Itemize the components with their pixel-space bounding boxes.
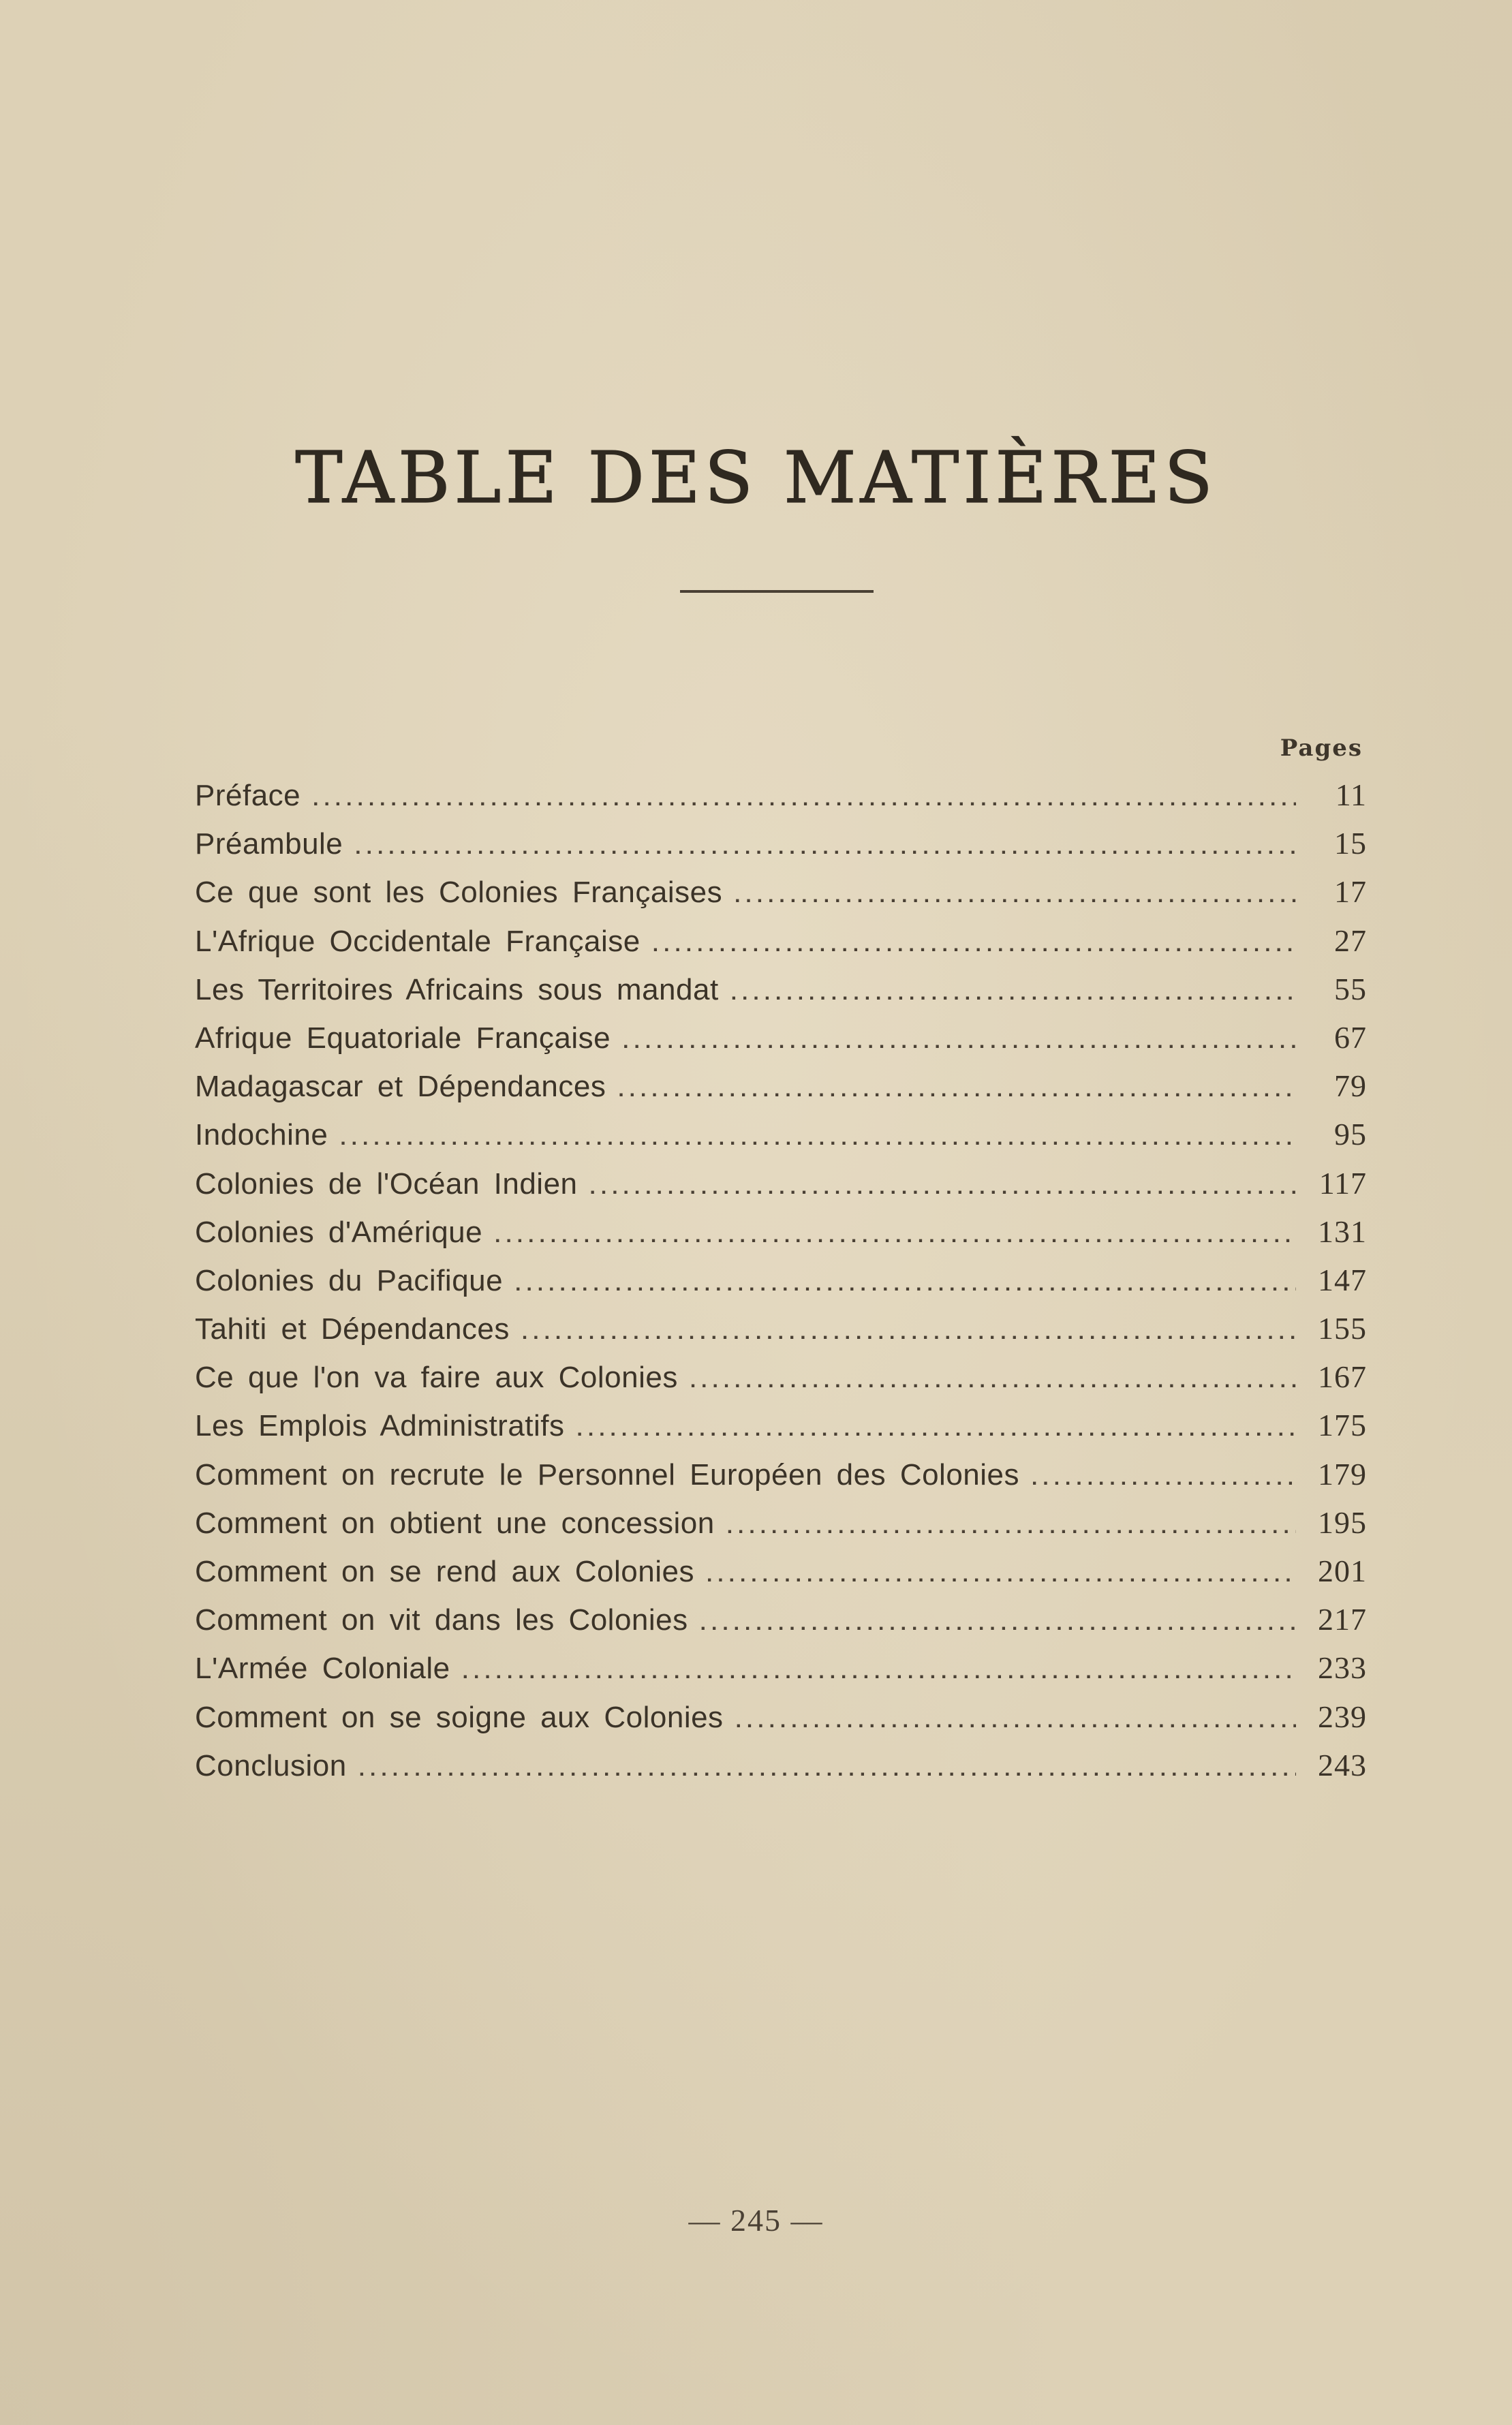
dot-leader (690, 1370, 1296, 1393)
title-rule (680, 590, 874, 593)
dot-leader (577, 1418, 1296, 1441)
toc-entry-page: 217 (1318, 1602, 1367, 1637)
toc-entry (195, 1456, 1367, 1504)
toc-entry-label: Ce que sont les Colonies Françaises (195, 876, 723, 910)
toc-entry-page: 179 (1318, 1456, 1367, 1492)
dot-leader (707, 1564, 1296, 1587)
dot-leader (653, 933, 1296, 957)
dot-leader (359, 1758, 1296, 1781)
toc-entry-page: 11 (1335, 777, 1367, 812)
toc-entry-label: Les Emplois Administratifs (195, 1409, 565, 1443)
toc-entry (195, 1699, 1367, 1747)
toc-entry-page: 131 (1318, 1214, 1367, 1249)
toc-entry (195, 1504, 1367, 1553)
toc-entry-page: 155 (1318, 1311, 1367, 1346)
toc-entry-page: 175 (1318, 1408, 1367, 1443)
toc-entry-page: 147 (1318, 1262, 1367, 1297)
dot-leader (515, 1273, 1296, 1296)
toc-entry (195, 923, 1367, 971)
toc-entry-label: Tahiti et Dépendances (195, 1312, 510, 1346)
dot-leader (731, 982, 1296, 1005)
toc-entry-page: 117 (1318, 1165, 1367, 1201)
toc-entry (195, 1553, 1367, 1601)
toc-entry-label: Comment on vit dans les Colonies (195, 1603, 688, 1637)
dot-leader (1032, 1467, 1296, 1490)
toc-entry-label: Afrique Equatoriale Française (195, 1021, 611, 1055)
toc-entry-label: L'Afrique Occidentale Française (195, 924, 641, 958)
toc-entry-label: Préambule (195, 827, 343, 861)
toc-entry-label: Madagascar et Dépendances (195, 1070, 606, 1104)
toc-entry-page: 95 (1334, 1117, 1367, 1152)
toc-entry (195, 825, 1367, 874)
dot-leader (727, 1515, 1296, 1539)
toc-entry-page: 17 (1334, 874, 1367, 910)
toc-entry-page: 233 (1318, 1650, 1367, 1686)
dot-leader (522, 1321, 1296, 1344)
toc-entry (195, 777, 1367, 825)
toc-entry-label: Comment on recrute le Personnel Européen des Colonies (195, 1457, 1020, 1492)
dot-leader (623, 1030, 1296, 1053)
toc-entry-label: L'Armée Coloniale (195, 1652, 450, 1686)
dot-leader (355, 836, 1296, 859)
toc-entry-page: 67 (1334, 1019, 1367, 1055)
toc-entry-label: Préface (195, 779, 301, 812)
toc-entry (195, 1068, 1367, 1116)
toc-entry-page: 15 (1334, 826, 1367, 861)
toc-entry-page: 243 (1318, 1747, 1367, 1782)
toc-entry-page: 195 (1318, 1504, 1367, 1540)
toc-entry-page: 55 (1334, 971, 1367, 1006)
toc-entry-page: 27 (1334, 923, 1367, 958)
toc-entry (195, 1650, 1367, 1698)
toc-entry (195, 1214, 1367, 1262)
toc-entry-label: Comment on se soigne aux Colonies (195, 1700, 724, 1734)
pages-column-header: Pages (1280, 735, 1363, 762)
toc-entry (195, 971, 1367, 1019)
toc-entry-label: Colonies du Pacifique (195, 1263, 504, 1297)
toc-entry-label: Colonies de l'Océan Indien (195, 1167, 578, 1201)
toc-entry (195, 1407, 1367, 1455)
toc-entry-page: 201 (1318, 1554, 1367, 1588)
toc-entry (195, 1310, 1367, 1359)
toc-entry (195, 1019, 1367, 1068)
toc-entry (195, 1116, 1367, 1164)
toc-entry-label: Colonies d'Amérique (195, 1215, 483, 1249)
toc-entry-label: Conclusion (195, 1748, 347, 1782)
dot-leader (700, 1612, 1296, 1635)
page-title: TABLE DES MATIÈRES (295, 436, 1217, 519)
dot-leader (340, 1127, 1296, 1150)
toc-entry-label: Indochine (195, 1118, 328, 1152)
toc-entry-label: Comment on obtient une concession (195, 1506, 715, 1540)
dot-leader (463, 1661, 1296, 1684)
toc-entry-page: 79 (1334, 1068, 1367, 1104)
toc-entry-label: Comment on se rend aux Colonies (195, 1555, 694, 1588)
dot-leader (735, 884, 1296, 908)
toc-entry-page: 239 (1318, 1699, 1367, 1734)
toc-entry (195, 1601, 1367, 1650)
toc-entry (195, 1262, 1367, 1310)
toc-entry (195, 1165, 1367, 1214)
toc-entry (195, 1747, 1367, 1795)
toc-entry-page: 167 (1318, 1359, 1367, 1395)
page-number-footer: — 245 — (688, 2203, 824, 2238)
dot-leader (736, 1710, 1296, 1733)
toc-entry (195, 874, 1367, 922)
dot-leader (313, 788, 1296, 811)
toc-entry-label: Ce que l'on va faire aux Colonies (195, 1361, 678, 1395)
table-of-contents (195, 777, 1367, 1795)
dot-leader (590, 1176, 1296, 1199)
dot-leader (495, 1224, 1296, 1248)
dot-leader (618, 1079, 1296, 1102)
toc-entry-label: Les Territoires Africains sous mandat (195, 972, 719, 1006)
toc-entry (195, 1359, 1367, 1407)
